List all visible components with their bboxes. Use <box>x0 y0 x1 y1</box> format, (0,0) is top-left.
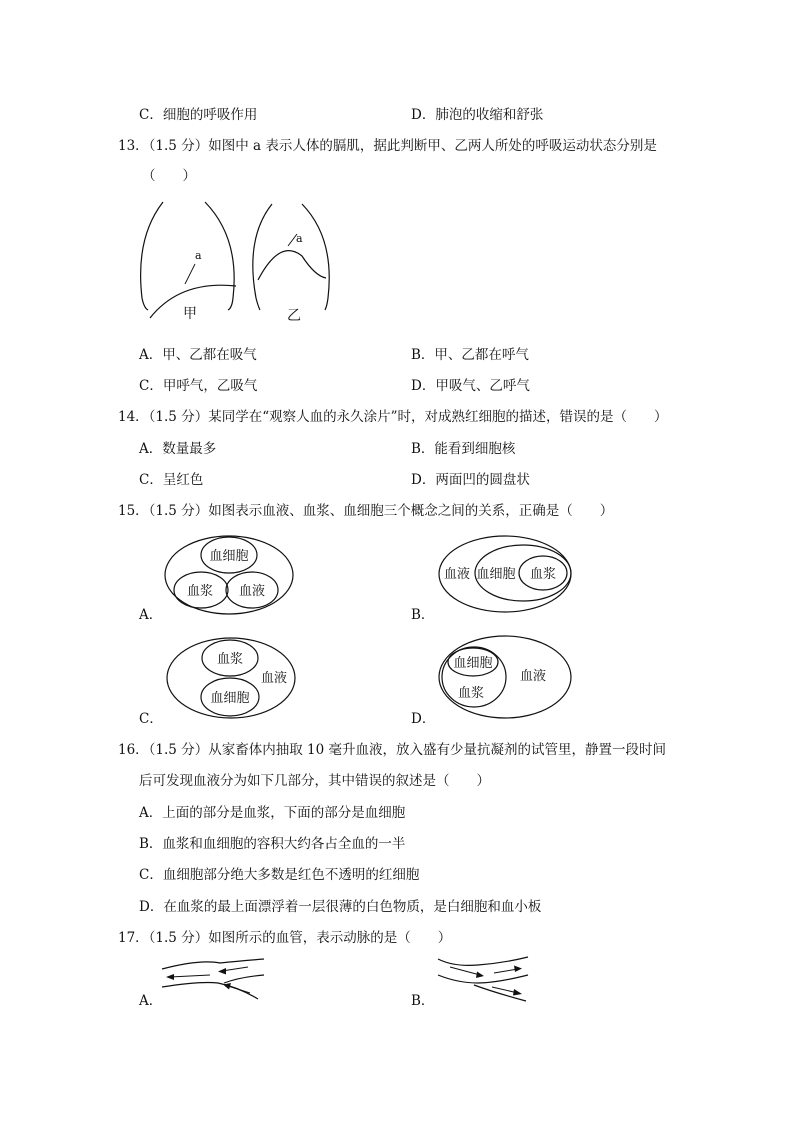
q16-option-d: D．在血浆的最上面漂浮着一层很薄的白色物质，是白细胞和血小板 <box>139 899 542 915</box>
a-vessel-branch-wall <box>224 975 264 983</box>
q12-option-c: C．细胞的呼吸作用 <box>139 107 258 123</box>
q15-option-a-diagram <box>163 534 295 616</box>
q16-stem-line2: 后可发现血液分为如下几部分，其中错误的叙述是（ ） <box>139 773 490 789</box>
q12-option-d: D．肺泡的收缩和舒张 <box>411 107 544 123</box>
c-bottom-label: 血细胞 <box>210 691 250 706</box>
b-middle-label: 血细胞 <box>476 567 516 582</box>
q13-option-a: A．甲、乙都在吸气 <box>139 347 257 363</box>
q15-option-a-letter: A． <box>139 607 163 623</box>
a-flow-arrow-2 <box>228 986 250 993</box>
yi-caption: 乙 <box>287 308 301 324</box>
a-right-label: 血液 <box>238 584 266 599</box>
q14-stem: 14．（1.5 分）某同学在“观察人血的永久涂片”时，对成熟红细胞的描述，错误的是（ ） <box>118 409 668 425</box>
jia-caption: 甲 <box>183 306 197 322</box>
jia-chest-right-wall <box>205 202 234 310</box>
jia-label-a: a <box>195 249 202 262</box>
a-arrowhead-3 <box>166 974 174 980</box>
b-arrowhead-2 <box>514 966 522 973</box>
b-arrowhead-1 <box>476 972 484 979</box>
jia-chest-left-wall <box>141 202 163 310</box>
d-outer-label: 血液 <box>519 669 547 684</box>
q14-option-b: B．能看到细胞核 <box>411 441 516 457</box>
b-vessel-upper-wall <box>438 957 528 965</box>
q16-option-a: A．上面的部分是血浆，下面的部分是血细胞 <box>139 805 406 821</box>
q15-option-b-diagram <box>438 534 574 614</box>
q16-stem-line1: 16．（1.5 分）从家畜体内抽取 10 毫升血液，放入盛有少量抗凝剂的试管里，静置一段时间 <box>118 742 666 758</box>
q16-option-c: C．血细胞部分绝大多数是红色不透明的红细胞 <box>139 867 420 883</box>
d-middle-label: 血浆 <box>457 686 485 701</box>
q17-option-b-vessel <box>434 953 534 1005</box>
a-arrowhead-1 <box>218 968 226 975</box>
q13-option-d: D．甲吸气、乙呼气 <box>411 378 530 394</box>
a-top-label: 血细胞 <box>209 549 249 564</box>
q14-option-d: D．两面凹的圆盘状 <box>411 472 530 488</box>
q15-option-c-letter: C． <box>139 711 163 727</box>
yi-label-a: a <box>296 232 303 245</box>
q14-option-c: C．呈红色 <box>139 472 204 488</box>
yi-chest-left-wall <box>253 204 272 310</box>
q17-option-a-letter: A． <box>139 993 163 1009</box>
d-outer-ellipse <box>439 636 571 718</box>
yi-chest-right-wall <box>302 204 329 310</box>
q15-option-d-letter: D． <box>411 711 436 727</box>
q14-option-a: A．数量最多 <box>139 441 217 457</box>
q17-option-a-vessel <box>160 955 270 1003</box>
a-outer-ellipse <box>165 536 293 614</box>
q15-stem: 15．（1.5 分）如图表示血液、血浆、血细胞三个概念之间的关系，正确是（ ） <box>118 503 614 519</box>
q13-diaphragm-figure <box>130 198 340 328</box>
a-left-label: 血浆 <box>186 584 214 599</box>
c-top-label: 血浆 <box>216 652 244 667</box>
q17-stem: 17．（1.5 分）如图所示的血管，表示动脉的是（ ） <box>118 930 452 946</box>
q16-option-b: B．血浆和血细胞的容积大约各占全血的一半 <box>139 836 406 852</box>
b-flow-arrow-1 <box>450 967 480 975</box>
b-flow-arrow-2 <box>494 969 518 973</box>
q13-option-b: B．甲、乙都在呼气 <box>411 347 529 363</box>
yi-diaphragm <box>258 251 326 280</box>
q15-option-b-letter: B． <box>411 607 435 623</box>
b-arrowhead-3 <box>513 989 522 996</box>
q15-option-c-diagram <box>165 636 297 720</box>
b-outer-label: 血液 <box>443 567 471 582</box>
q13-stem: 13．（1.5 分）如图中 a 表示人体的膈肌，据此判断甲、乙两人所处的呼吸运动状态分别是 <box>118 138 657 154</box>
d-inner-label: 血细胞 <box>453 656 493 671</box>
c-outer-label: 血液 <box>260 671 288 686</box>
q15-option-d-diagram <box>438 634 574 720</box>
a-flow-arrow-3 <box>170 975 210 977</box>
q13-paren: （ ） <box>142 168 196 184</box>
b-inner-label: 血浆 <box>529 567 557 582</box>
a-vessel-upper-wall <box>162 959 264 969</box>
q13-option-c: C．甲呼气，乙吸气 <box>139 378 258 394</box>
jia-label-line <box>185 264 195 284</box>
q17-option-b-letter: B． <box>411 993 435 1009</box>
